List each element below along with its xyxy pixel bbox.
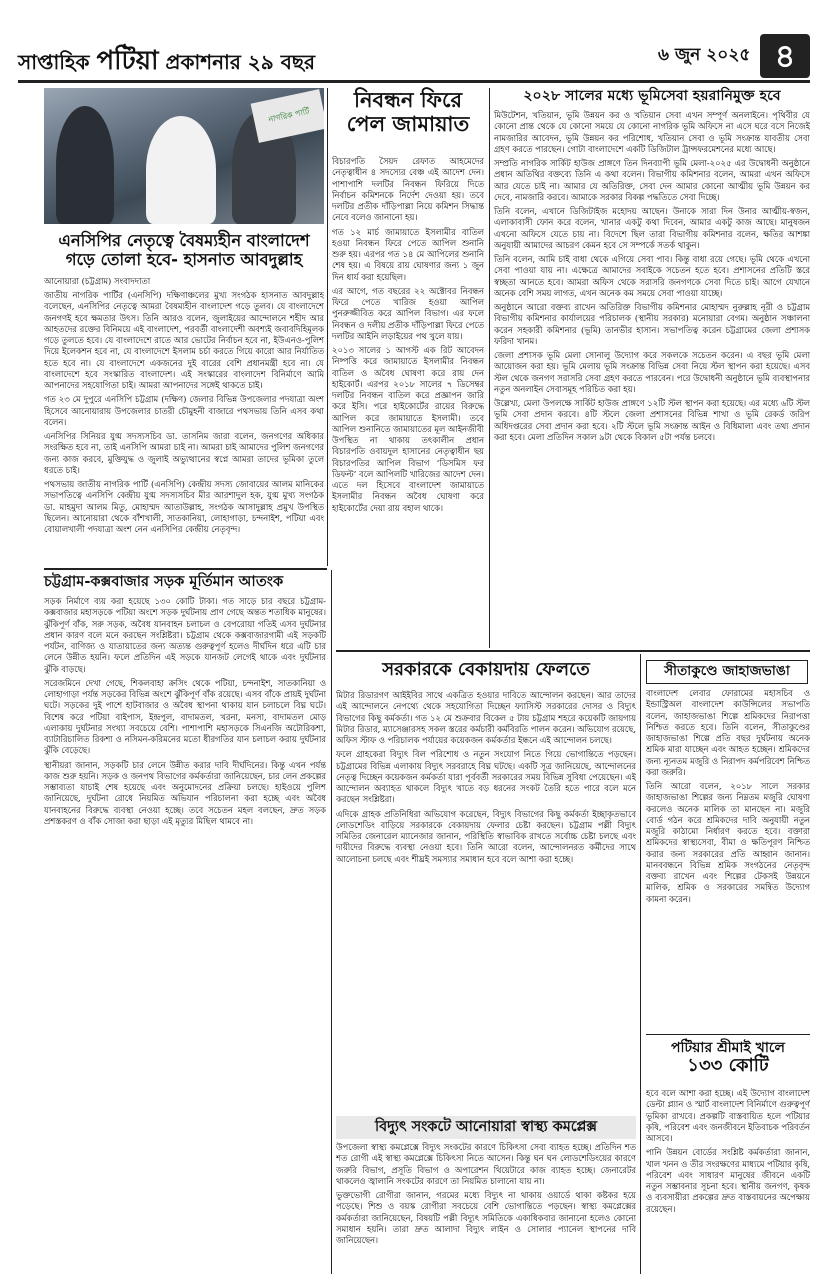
canal-headline xyxy=(646,1040,810,1077)
masthead-rule xyxy=(18,80,810,83)
ctg-paragraph: সরেজমিনে দেখা গেছে, শিকলবাহা ক্রসিং থেকে পটিয়া, চন্দনাইশ, সাতকানিয়া ও লোহাগাড়া পর্যন্ত সড়কের বিভিন্ন অংশে ঝুঁকিপূর্ণ বাঁক রয়েছে। এসব বাঁকে প্রায়ই দুর্ঘটনা ঘটে। সড়কের দুই পাশে হাটবাজার ও অবৈধ স্থাপনা থাকায় যান চলাচলে বিঘ্ন ঘটে। বিশেষ করে পটিয়া বাইপাস, ইন্দ্রপুল, বাদামতল, খরনা, মনসা, বাদামতল মোড় এলাকায় দুর্ঘটনার সংখ্যা সবচেয়ে বেশি। পাশাপাশি মহাসড়কে সিএনজি অটোরিকশা, ব্যাটারিচালিত রিকশা ও নসিমন-করিমনের মতো ধীরগতির যান চলাচল করায় দুর্ঘটনার ঝুঁকি বেড়েছে। xyxy=(44,677,326,756)
ctg-paragraph: স্থানীয়রা জানান, সড়কটি চার লেনে উন্নীত করার দাবি দীর্ঘদিনের। কিন্তু এখন পর্যন্ত কাজ শুরু হয়নি। সড়ক ও জনপথ বিভাগের কর্মকর্তারা জানিয়েছেন, চার লেন প্রকল্পের সম্ভাব্যতা যাচাই শেষ হয়েছে এবং অনুমোদনের প্রক্রিয়া চলছে। হাইওয়ে পুলিশ জানিয়েছে, দুর্ঘটনা রোধে নিয়মিত অভিযান পরিচালনা করা হচ্ছে এবং অবৈধ যানবাহনের বিরুদ্ধে ব্যবস্থা নেওয়া হচ্ছে। তবে সচেতন মহল বলছেন, দ্রুত সড়ক প্রশস্তকরণ ও বাঁক সোজা করা ছাড়া এই মৃত্যুর মিছিল থামবে না। xyxy=(44,759,326,826)
ncp-byline: আনোয়ারা (চট্টগ্রাম) সংবাদদাতা xyxy=(44,276,151,286)
ncp-paragraph: এনসিপির সিনিয়র যুগ্ম সদস্যসচিব ডা. তাসনিম জারা বলেন, জনগণের অধিকার সংরক্ষিত হবে না, তাই এনসিপি আমরা চাই না। আমরা চাই আমাদের পুলিশ জনগণের জন্য কাজ করবে, মুক্তিযুদ্ধ ও জুলাই অভ্যুত্থানের স্বপ্নে আমরা তাদের ভূমিকা তুলে ধরতে চাই। xyxy=(44,431,324,475)
land-paragraph: উল্লেখ্য, মেলা উপলক্ষে সার্কিট হাউজ প্রাঙ্গণে ১২টি স্টল স্থাপন করা হয়েছে। এর মধ্যে ৬টি স্টল ভূমি সেবা প্রদান করবে। ৪টি স্টলে জেলা প্রশাসনের বিভিন্ন শাখা ও ভূমি রেকর্ড জরিপ অধিদপ্তরের সেবা প্রদান করা হবে। ২টি স্টলে ভূমি সংক্রান্ত আইন ও বিধিমালা এবং তথ্য প্রদান করা হবে। মেলা প্রতিদিন সকাল ৯টা থেকে বিকাল ৫টা পর্যন্ত চলবে। xyxy=(494,398,810,442)
hospital-paragraph: ভুক্তভোগী রোগীরা জানান, গরমের মধ্যে বিদ্যুৎ না থাকায় ওয়ার্ডে থাকা কষ্টকর হয়ে পড়েছে। শিশু ও বয়স্ক রোগীরা সবচেয়ে বেশি ভোগান্তিতে পড়ছেন। স্বাস্থ্য কমপ্লেক্সের কর্মকর্তারা জানিয়েছেন, বিষয়টি পল্লী বিদ্যুৎ সমিতিকে একাধিকবার জানানো হলেও কোনো সমাধান হয়নি। তারা দ্রুত আলাদা বিদ্যুৎ লাইন ও সোলার প্যানেল স্থাপনের দাবি জানিয়েছেন। xyxy=(336,1190,636,1245)
page-number: ৪ xyxy=(760,34,810,78)
jamaat-paragraph: এর আগে, গত বছরের ২২ অক্টোবর নিবন্ধন ফিরে পেতে খারিজ হওয়া আপিল পুনরুজ্জীবিত করে আপিল বিভাগ। এর ফলে নিবন্ধন ও দলীয় প্রতীক দাঁড়িপাল্লা ফিরে পেতে দলটির আইনি লড়াইয়ের পথ খুলে যায়। xyxy=(332,285,484,341)
column-rule xyxy=(640,654,641,1274)
power-paragraph: এদিকে গ্রাহক প্রতিনিধিরা অভিযোগ করেছেন, বিদ্যুৎ বিভাগের কিছু কর্মকর্তা ইচ্ছাকৃতভাবে লোডশেডিং বাড়িয়ে সরকারকে বেকায়দায় ফেলার চেষ্টা করছেন। চট্টগ্রাম পল্লী বিদ্যুৎ সমিতির জেনারেল ম্যানেজার জানান, পরিস্থিতি স্বাভাবিক রাখতে সর্বোচ্চ চেষ্টা চলছে এবং দায়ীদের বিরুদ্ধে ব্যবস্থা নেওয়া হবে। তিনি আরো বলেন, আন্দোলনরত কর্মীদের সাথে আলোচনা চলছে এবং শীঘ্রই সমস্যার সমাধান হবে বলে আশা করা হচ্ছে। xyxy=(336,808,636,864)
jamaat-headline-line-2: পেল জামায়াত xyxy=(346,112,470,137)
person-figure xyxy=(56,106,114,224)
jamaat-headline-line-1: নিবন্ধন ফিরে xyxy=(353,88,463,112)
jamaat-paragraph: গত ১২ মার্চ জামায়াতে ইসলামীর বাতিল হওয়া নিবন্ধন ফিরে পেতে আপিল শুনানি শুরু হয়। এরপর গত ১৪ মে আপিলের শুনানি শেষ হয়। এ বিষয়ে রায় ঘোষণার জন্য ১ জুন দিন ধার্য করা হয়েছিল। xyxy=(332,226,484,282)
power-headline: সরকারকে বেকায়দায় ফেলতে xyxy=(382,659,590,680)
land-paragraph: অনুষ্ঠানে আরো বক্তব্য রাখেন অতিরিক্ত বিভাগীয় কমিশনার মোহাম্মদ নুরুল্লাহ নূরী ও চট্টগ্রাম বিভাগীয় কমিশনার কার্যালয়ের পরিচালক (স্থানীয় সরকার) মনোয়ারা বেগম। অনুষ্ঠান সঞ্চালনা করেন সহকারী কমিশনার (ভূমি) তানভীর হাসান। সভাপতিত্ব করেন চট্টগ্রামের জেলা প্রশাসক ফরিদা খানম। xyxy=(494,302,810,346)
power-paragraph: মিটার রিডারগণ আইইবির সাথে একত্রিত হওয়ার দাবিতে আন্দোলন করছেন। আর তাদের এই আন্দোলনে নেপথ্যে থেকে সহযোগিতা দিচ্ছেন ফ্যাসিস্ট সরকারের দোসর ও বিদ্যুৎ বিভাগের কিছু কর্মকর্তা। গত ১২ মে শুক্রবার বিকেল ৫ টায় চট্টগ্রাম শহরে কয়েকটি জায়গায় মিটার রিডার, ম্যাসেঞ্জারসহ সকল স্তরের কর্মচারী কর্মবিরতি পালন করেন। অভিযোগ রয়েছে, অফিস স্টাফ ও পরিচালক পর্যায়ের কয়েকজন কর্মকর্তার ইন্ধনে এই আন্দোলন চলছে। xyxy=(336,690,636,745)
power-body xyxy=(336,690,636,1114)
jamaat-paragraph: বিচারপতি সৈয়দ রেফাত আহমেদের নেতৃত্বাধীন ৪ সদস্যের বেঞ্চ এই আদেশ দেন। পাশাপাশি দলটির নিবন্ধন ফিরিয়ে দিতে নির্বাচন কমিশনকে নির্দেশ দেওয়া হয়। তবে দলটির প্রতীক দাঁড়িপাল্লা নিয়ে কমিশন সিদ্ধান্ত নেবে বলেও জানানো হয়। xyxy=(332,156,484,223)
masthead-weekly: সাপ্তাহিক xyxy=(18,50,90,74)
ncp-paragraph: জাতীয় নাগরিক পার্টির (এনসিপি) দক্ষিণাঞ্চলের মুখ্য সংগঠক হাসনাত আবদুল্লাহ বলেছেন, এনসিপির নেতৃত্বে আমরা বৈষম্যহীন বাংলাদেশ গড়ে তুলব। যে বাংলাদেশে জনগণই হবে ক্ষমতার উৎস। তিনি আরও বলেন, জুলাইয়ের আন্দোলনে শহীদ আর আহতদের রক্তের বিনিময়ে এই বাংলাদেশ, পরবর্তী বাংলাদেশী অবশ্যই জবাবদিহিমূলক গড়ে তুলতে হবে। যে বাংলাদেশে রাতে আর ভোটের নির্বাচন হবে না, ইউএনও-পুলিশ দিয়ে ইলেকশন হবে না, যে বাংলাদেশে ইসলাম চর্চা করতে গিয়ে কারো আর নির্যাতিত হতে হবে না। যে বাংলাদেশে একজনের দুই বারের বেশি প্রধানমন্ত্রী হবে না। যে বাংলাদেশে হবে সংস্কারিত বাংলাদেশ। এই সংস্কারের বাংলাদেশ বিনির্মাণে আমি আপনাদের সহযোগিতা চাই। আমরা আপনাদের সঙ্গেই থাকতে চাই। xyxy=(44,290,324,390)
land-paragraph: মিউটেশন, খতিয়ান, ভূমি উন্নয়ন কর ও খতিয়ান সেবা এখন সম্পূর্ণ অনলাইনে। পৃথিবীর যে কোনো প্রান্ত থেকে যে কোনো সময়ে যে কোনো নাগরিক ভূমি অফিসে না এসে ঘরে বসে নিজেই নামজারির আবেদন, ভূমি উন্নয়ন কর পরিশোধ, খতিয়ান সেবা ও ভূমি সংক্রান্ত যাবতীয় সেবা গ্রহণ করতে পারছেন। গোটা বাংলাদেশে একটি ডিজিটাল ট্রান্সফরমেশনের মধ্যে আছে। xyxy=(494,110,810,154)
canal-paragraph: হবে বলে আশা করা হচ্ছে। এই উদ্যোগ বাংলাদেশ ডেল্টা প্ল্যান ও স্মার্ট বাংলাদেশ বিনির্মাণে গুরুত্বপূর্ণ ভূমিকা রাখবে। প্রকল্পটি বাস্তবায়িত হলে পটিয়ার কৃষি, পরিবেশ এবং জনজীবনে ইতিবাচক পরিবর্তন আসবে। xyxy=(646,1088,810,1143)
section-rule xyxy=(646,1034,810,1035)
canal-paragraph: পানি উন্নয়ন বোর্ডের সংশ্লিষ্ট কর্মকর্তারা জানান, খাল খনন ও তীর সংরক্ষণের মাধ্যমে পটিয়ার কৃষি, পরিবেশ এবং সাধারণ মানুষের জীবনে একটি নতুন সম্ভাবনার সূচনা হবে। স্থানীয় জনগণ, কৃষক ও ব্যবসায়ীরা প্রকল্পের দ্রুত বাস্তবায়নের অপেক্ষায় রয়েছেন। xyxy=(646,1147,810,1214)
ncp-headline-line-1: এনসিপির নেতৃত্বে বৈষম্যহীন বাংলাদেশ xyxy=(58,231,310,250)
ncp-paragraph: গত ২৩ মে দুপুরে এনসিপি চট্টগ্রাম (দক্ষিণ) জেলার বিভিন্ন উপজেলার পদযাত্রা অংশ হিসেবে আনোয়ারায় উপজেলার চাতরী চৌমুহনী বাজারে পথসভায় তিনি এসব কথা বলেন। xyxy=(44,394,324,427)
power-paragraph: ফলে গ্রাহকেরা বিদ্যুৎ বিল পরিশোধ ও নতুন সংযোগ নিতে গিয়ে ভোগান্তিতে পড়ছেন। চট্টগ্রামের বিভিন্ন এলাকায় বিদ্যুৎ সরবরাহে বিঘ্ন ঘটছে। একটি সূত্র জানিয়েছে, আন্দোলনের নেতৃত্ব দিচ্ছেন কয়েকজন কর্মকর্তা যারা পূর্ববর্তী সরকারের সময় বিভিন্ন সুবিধা পেয়েছেন। এই আন্দোলন অব্যাহত থাকলে বিদ্যুৎ খাতে বড় ধরনের সংকট তৈরি হতে পারে বলে মনে করছেন সংশ্লিষ্টরা। xyxy=(336,749,636,805)
jamaat-paragraph: ২০১৩ সালের ১ আগস্ট এক রিট আবেদন নিষ্পত্তি করে জামায়াতে ইসলামীর নিবন্ধন বাতিল ও অবৈধ ঘোষণা করে রায় দেন হাইকোর্ট। এরপর ২০১৮ সালের ৭ ডিসেম্বর দলটির নিবন্ধন বাতিল করে প্রজ্ঞাপন জারি করে ইসি। পরে হাইকোর্টের রায়ের বিরুদ্ধে আপিল করে জামায়াতে ইসলামী। তবে আপিল শুনানিতে জামায়াতের মূল আইনজীবী উপস্থিত না থাকায় তৎকালীন প্রধান বিচারপতি ওবায়দুল হাসানের নেতৃত্বাধীন ছয় বিচারপতির আপিল বিভাগ ‘ডিসমিস ফর ডিফল্ট’ বলে আপিলটি খারিজের আদেশ দেন। এতে দল হিসেবে বাংলাদেশ জামায়াতে ইসলামীর নিবন্ধন অবৈধ ঘোষণা করে হাইকোর্টের দেয়া রায় বহাল থাকে। xyxy=(332,345,484,513)
ctg-body xyxy=(44,596,326,1274)
ctg-paragraph: সড়ক নির্মাণে ব্যয় করা হয়েছে ১৩০ কোটি টাকা। গত সাড়ে চার বছরে চট্টগ্রাম-কক্সবাজার মহাসড়কে পটিয়া অংশে সড়ক দুর্ঘটনায় প্রাণ গেছে অন্তত শতাধিক মানুষের। ঝুঁকিপূর্ণ বাঁক, সরু সড়ক, অবৈধ যানবাহন চলাচল ও বেপরোয়া গতিই এসব দুর্ঘটনার প্রধান কারণ বলে মনে করছেন সংশ্লিষ্টরা। চট্টগ্রাম থেকে কক্সবাজারগামী এই সড়কটি পর্যটন, বাণিজ্য ও যাতায়াতের জন্য অত্যন্ত গুরুত্বপূর্ণ হলেও দীর্ঘদিন ধরে এটি চার লেনে উন্নীত হয়নি। ফলে প্রতিদিন এই সড়কে যানজট লেগেই থাকে এবং দুর্ঘটনার ঝুঁকি বাড়ছে। xyxy=(44,596,326,674)
speaker-figure xyxy=(146,116,216,224)
land-paragraph: তিনি বলেন, এখানে ডিজিটাইজ মহোদয় আছেন। উনাকে সারা দিন উনার আত্মীয়-স্বজন, এলাকাবাসী ফোন করে বলেন, খানার একটু কথা দিবেন, আমার একটু কাজ আছে। মানুষজন এখনো অফিসে যেতে চায় না। বিদেশে ছিল তারা বিভাগীয় কমিশনার বলেন, ক্ষতির আশঙ্কা অনুযায়ী আমাদের আচরণ কেমন হবে সে সম্পর্কে সতর্ক থাকুন। xyxy=(494,206,810,250)
jamaat-body xyxy=(332,156,484,560)
sitakunda-body xyxy=(646,688,810,1028)
masthead-name: পটিয়া xyxy=(96,46,159,76)
ncp-paragraph: পথসভায় জাতীয় নাগরিক পার্টি (এনসিপি) কেন্দ্রীয় সদস্য জোবায়ের আলম মানিকের সভাপতিত্বে এনসিপি কেন্দ্রীয় যুগ্ম সদস্যসচিব মীর আরশাদুল হক, যুগ্ম মুখ্য সংগঠক ডা. মাহমুদা আলম মিতু, মোহাম্মদ আতাউল্লাহ, সংগঠক আসাদুল্লাহ প্রমুখ উপস্থিত ছিলেন। আনোয়ারা থেকে বাঁশখালী, সাতকানিয়া, লোহাগাড়া, চন্দনাইশ, পটিয়া এবং বোয়ালখালী পদযাত্রা অংশ নেন এনসিপির কেন্দ্রীয় নেতৃবৃন্দ। xyxy=(44,479,324,534)
land-paragraph: তিনি বলেন, আমি চাই বাধা থেকে এগিয়ে সেবা পাব। কিন্তু বাধা রয়ে গেছে। ভূমি থেকে এখনো সেবা পাওয়া যায় না। এক্ষেত্রে আমাদের সবাইকে সচেতন হতে হবে। প্রশাসনের প্রতিটি স্তরে স্বচ্ছতা আনতে হবে। আমরা অফিস থেকে সরাসরি জনগণকে সেবা দিতে চাই। আগে যেখানে অনেক বেশি সময় লাগত, এখন অনেক কম সময়ে সেবা পাওয়া যাচ্ছে। xyxy=(494,254,810,298)
section-rule xyxy=(336,650,810,652)
sitakunda-headline: সীতাকুণ্ডে জাহাজভাঙা xyxy=(646,660,808,684)
masthead-date: ৬ জুন ২০২৫ xyxy=(658,45,751,65)
jamaat-headline xyxy=(332,88,484,148)
land-body xyxy=(494,110,810,650)
ncp-photo xyxy=(44,88,324,224)
land-headline: ২০২৮ সালের মধ্যে ভূমিসেবা হয়রানিমুক্ত হবে xyxy=(523,88,781,104)
column-rule xyxy=(327,88,328,566)
land-paragraph: সম্প্রতি নাগরিক সার্কিট হাউজ প্রাঙ্গণে তিন দিনব্যাপী ভূমি মেলা-২০২৫ এর উদ্বোধনী অনুষ্ঠানে প্রধান অতিথির বক্তব্যে তিনি এ কথা বলেন। বিভাগীয় কমিশনার বলেন, আমরা এখন অফিসে আর যেতে চাই না। আমার যে অতিরিক্ত, সেবা দেন আমার কোনো আত্মীয় ভূমি উন্নয়ন কর দেবে, নামজারি করবে। আমাকে সরকার বিকল্প পদ্ধতিতে সেবা দিচ্ছে। xyxy=(494,158,810,202)
section-rule xyxy=(44,568,327,570)
hospital-paragraph: উপজেলা স্বাস্থ্য কমপ্লেক্সে বিদ্যুৎ সংকটের কারণে চিকিৎসা সেবা ব্যাহত হচ্ছে। প্রতিদিন শত শত রোগী এই স্বাস্থ্য কমপ্লেক্সে চিকিৎসা নিতে আসেন। কিন্তু ঘন ঘন লোডশেডিংয়ের কারণে জরুরি বিভাগ, প্রসূতি বিভাগ ও অপারেশন থিয়েটারে কাজ ব্যাহত হচ্ছে। জেনারেটর থাকলেও জ্বালানি সংকটের কারণে তা নিয়মিত চালানো যায় না। xyxy=(336,1142,636,1186)
masthead xyxy=(18,6,810,78)
canal-headline-line-1: পটিয়ার শ্রীমাই খালে xyxy=(671,1040,785,1056)
hospital-headline: বিদ্যুৎ সংকটে আনোয়ারা স্বাস্থ্য কমপ্লেক্স xyxy=(336,1116,636,1139)
canal-headline-line-2: ১৩৩ কোটি xyxy=(687,1055,769,1077)
photo-banner xyxy=(251,89,324,143)
sitakunda-paragraph: বাংলাদেশ লেবার ফোরামের মহাসচিব ও ইন্ডাস্ট্রিঅল বাংলাদেশ কাউন্সিলের সভাপতি বলেন, জাহাজভাঙা শিল্পে শ্রমিকদের নিরাপত্তা নিশ্চিত করতে হবে। তিনি বলেন, সীতাকুণ্ডের জাহাজভাঙা শিল্পে প্রতি বছর দুর্ঘটনায় অনেক শ্রমিক মারা যাচ্ছেন এবং আহত হচ্ছেন। শ্রমিকদের জন্য ন্যূনতম মজুরি ও নিরাপদ কর্মপরিবেশ নিশ্চিত করা জরুরি। xyxy=(646,688,810,777)
sitakunda-paragraph: তিনি আরো বলেন, ২০১৮ সালে সরকার জাহাজভাঙা শিল্পের জন্য নিম্নতম মজুরি ঘোষণা করলেও অনেক মালিক তা মানছেন না। মজুরি বোর্ড গঠন করে শ্রমিকদের দাবি অনুযায়ী নতুন মজুরি কাঠামো নির্ধারণ করতে হবে। বক্তারা শ্রমিকদের স্বাস্থ্যসেবা, বীমা ও ক্ষতিপূরণ নিশ্চিত করার জন্য সরকারের প্রতি আহ্বান জানান। মানববন্ধনে বিভিন্ন শ্রমিক সংগঠনের নেতৃবৃন্দ বক্তব্য রাখেন এবং শিল্পের টেকসই উন্নয়নে মালিক, শ্রমিক ও সরকারের সমন্বিত উদ্যোগ কামনা করেন। xyxy=(646,781,810,904)
ncp-headline-line-2: গড়ে তোলা হবে- হাসনাত আবদুল্লাহ xyxy=(65,249,303,269)
hospital-body xyxy=(336,1142,636,1274)
photo-banner-text: নাগরিক পার্টি xyxy=(267,106,311,125)
column-rule xyxy=(331,570,332,1274)
ncp-headline xyxy=(44,232,324,270)
canal-body xyxy=(646,1088,810,1274)
ctg-headline: চট্টগ্রাম-কক্সবাজার সড়ক মূর্তিমান আতংক xyxy=(44,573,284,590)
masthead-title xyxy=(18,40,315,84)
land-paragraph: জেলা প্রশাসক ভূমি মেলা সোনালু উদ্যোগ করে সকলকে সচেতন করেন। এ বছর ভূমি মেলা আয়োজন করা হয়। ভূমি মেলায় ভূমি সংক্রান্ত বিভিন্ন সেবা নিয়ে স্টল স্থাপন করা হয়েছে। এসব স্টল থেকে জনগণ সরাসরি সেবা গ্রহণ করতে পারবেন। পরে উদ্বোধনী অনুষ্ঠানে ভূমি ব্যবস্থাপনার নতুন অনলাইন সেবাসমূহ পরিচিত করা হয়। xyxy=(494,350,810,394)
masthead-year-line: প্রকাশনার ২৯ বছর xyxy=(165,50,315,74)
ncp-body xyxy=(44,290,324,566)
column-rule xyxy=(489,88,490,648)
